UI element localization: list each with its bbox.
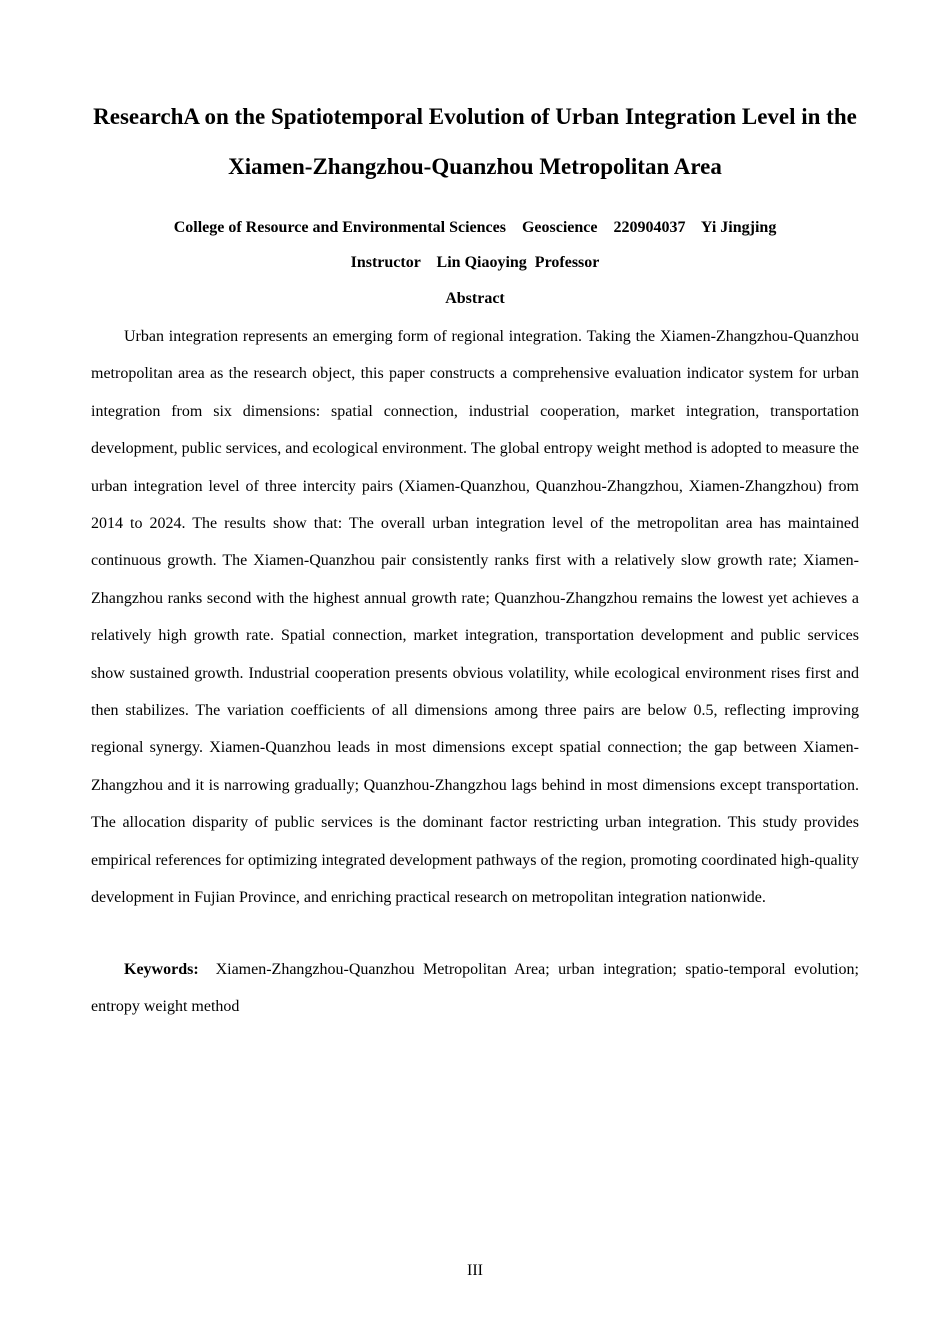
keywords-text: Xiamen-Zhangzhou-Quanzhou Metropolitan Area; urban integration; spatio-temporal evolution; entropy weight method <box>91 961 859 1016</box>
keywords-label: Keywords: <box>124 961 199 978</box>
instructor-info-line: Instructor Lin Qiaoying Professor <box>350 254 600 271</box>
keywords-paragraph <box>91 951 859 1026</box>
paper-title: ResearchA on the Spatiotemporal Evolution of Urban Integration Level in the Xiamen-Zhangzhou-Quanzhou Metropolitan Area <box>93 104 857 179</box>
author-info-line: College of Resource and Environmental Sciences Geoscience 220904037 Yi Jingjing <box>173 219 777 236</box>
page-number: III <box>467 1262 483 1279</box>
abstract-body: Urban integration represents an emerging form of regional integration. Taking the Xiamen-Zhangzhou-Quanzhou metropolitan area as the research object, this paper constructs a comprehensive evaluation indicator system for urban integration from six dimensions: spatial connection, industrial cooperation, market integration, transportation development, public services, and ecological environment. The global entropy weight method is adopted to measure the urban integration level of three intercity pairs (Xiamen-Quanzhou, Quanzhou-Zhangzhou, Xiamen-Zhangzhou) from 2014 to 2024. The results show that: The overall urban integration level of the metropolitan area has maintained continuous growth. The Xiamen-Quanzhou pair consistently ranks first with a relatively slow growth rate; Xiamen-Zhangzhou ranks second with the highest annual growth rate; Quanzhou-Zhangzhou remains the lowest yet achieves a relatively high growth rate. Spatial connection, market integration, transportation development and public services show sustained growth. Industrial cooperation presents obvious volatility, while ecological environment rises first and then stabilizes. The variation coefficients of all dimensions among three pairs are below 0.5, reflecting improving regional synergy. Xiamen-Quanzhou leads in most dimensions except spatial connection; the gap between Xiamen-Zhangzhou and it is narrowing gradually; Quanzhou-Zhangzhou lags behind in most dimensions except transportation. The allocation disparity of public services is the dominant factor restricting urban integration. This study provides empirical references for optimizing integrated development pathways of the region, promoting coordinated high-quality development in Fujian Province, and enriching practical research on metropolitan integration nationwide. <box>91 328 859 907</box>
abstract-heading: Abstract <box>445 290 505 307</box>
